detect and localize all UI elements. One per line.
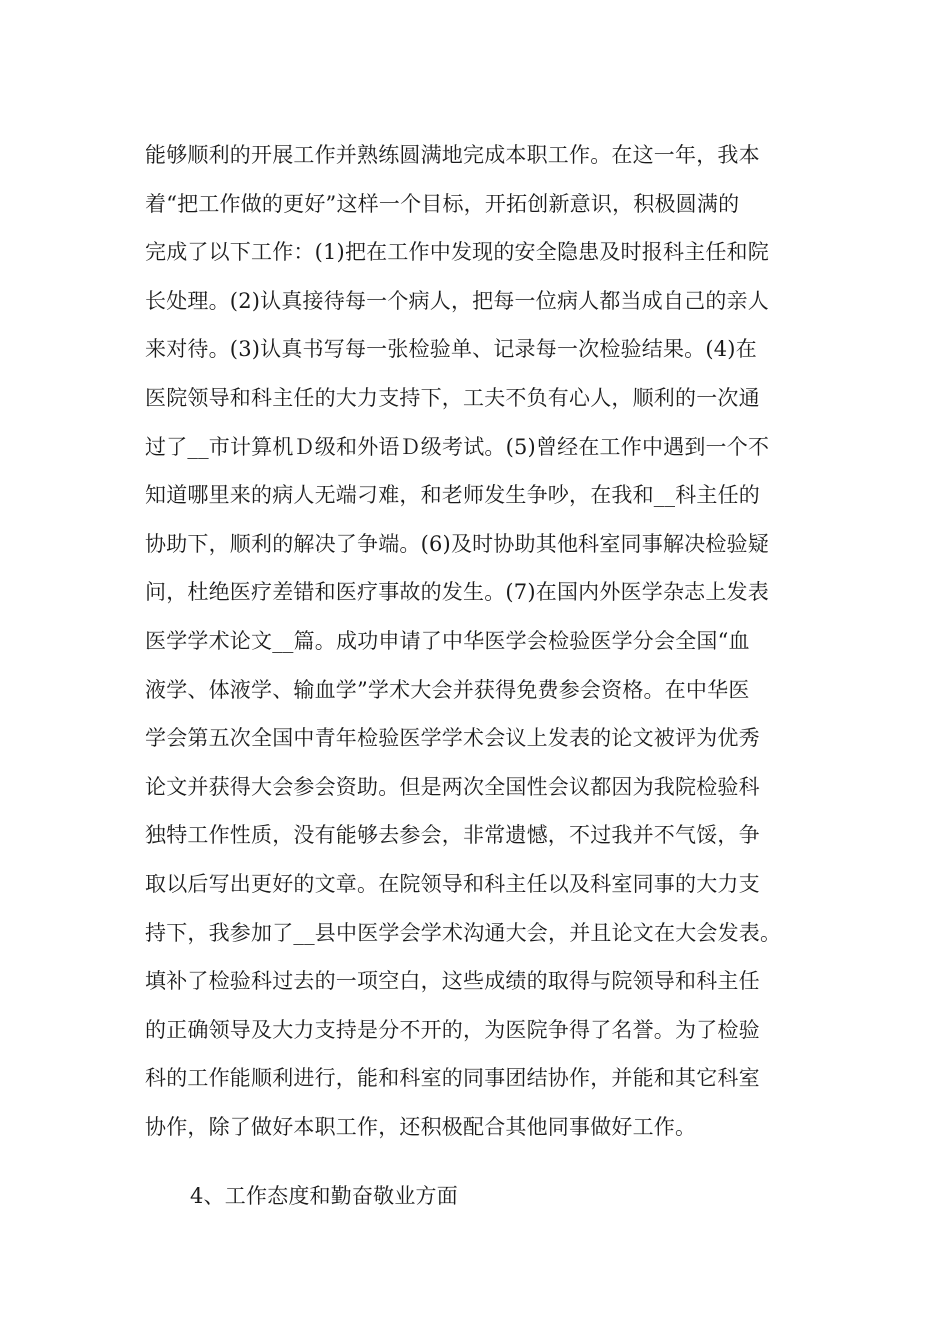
paragraph-line-21: 协作，除了做好本职工作，还积极配合其他同事做好工作。: [145, 1114, 697, 1139]
paragraph-line-7: 过了__市计算机Ｄ级和外语Ｄ级考试。(5)曾经在工作中遇到一个不: [145, 434, 770, 459]
paragraph-line-1: 能够顺利的开展工作并熟练圆满地完成本职工作。在这一年，我本: [145, 143, 760, 167]
paragraph-line-6: 医院领导和科主任的大力支持下，工夫不负有心人，顺利的一次通: [145, 385, 760, 410]
paragraph-line-12: 液学、体液学、输血学”学术大会并获得免费参会资格。在中华医: [145, 677, 750, 702]
paragraph-line-20: 科的工作能顺利进行，能和科室的同事团结协作，并能和其它科室: [145, 1066, 760, 1091]
paragraph-line-3: 完成了以下工作：(1)把在工作中发现的安全隐患及时报科主任和院: [145, 240, 769, 265]
paragraph-line-2: 着“把工作做的更好”这样一个目标，开拓创新意识，积极圆满的: [145, 191, 740, 216]
paragraph-line-11: 医学学术论文__篇。成功申请了中华医学会检验医学分会全国“血: [145, 628, 750, 653]
paragraph-line-14: 论文并获得大会参会资助。但是两次全国性会议都因为我院检验科: [145, 774, 760, 799]
paragraph-line-10: 问，杜绝医疗差错和医疗事故的发生。(7)在国内外医学杂志上发表: [145, 580, 769, 605]
paragraph-line-5: 来对待。(3)认真书写每一张检验单、记录每一次检验结果。(4)在: [145, 337, 757, 362]
paragraph-line-13: 学会第五次全国中青年检验医学学术会议上发表的论文被评为优秀: [145, 726, 760, 751]
paragraph-line-4: 长处理。(2)认真接待每一个病人，把每一位病人都当成自己的亲人: [145, 288, 769, 313]
paragraph-line-15: 独特工作性质，没有能够去参会，非常遗憾，不过我并不气馁，争: [145, 823, 760, 848]
paragraph-line-8: 知道哪里来的病人无端刁难，和老师发生争吵，在我和__科主任的: [145, 483, 760, 508]
paragraph-line-17: 持下，我参加了__县中医学会学术沟通大会，并且论文在大会发表。: [145, 920, 782, 945]
paragraph-line-19: 的正确领导及大力支持是分不开的，为医院争得了名誉。为了检验: [145, 1017, 760, 1042]
paragraph-line-9: 协助下，顺利的解决了争端。(6)及时协助其他科室同事解决检验疑: [145, 531, 769, 556]
body-paragraph: [145, 131, 815, 1151]
section-heading: 4、工作态度和勤奋敬业方面: [190, 1184, 458, 1208]
paragraph-line-18: 填补了检验科过去的一项空白，这些成绩的取得与院领导和科主任: [145, 969, 760, 994]
paragraph-line-16: 取以后写出更好的文章。在院领导和科主任以及科室同事的大力支: [145, 871, 760, 896]
